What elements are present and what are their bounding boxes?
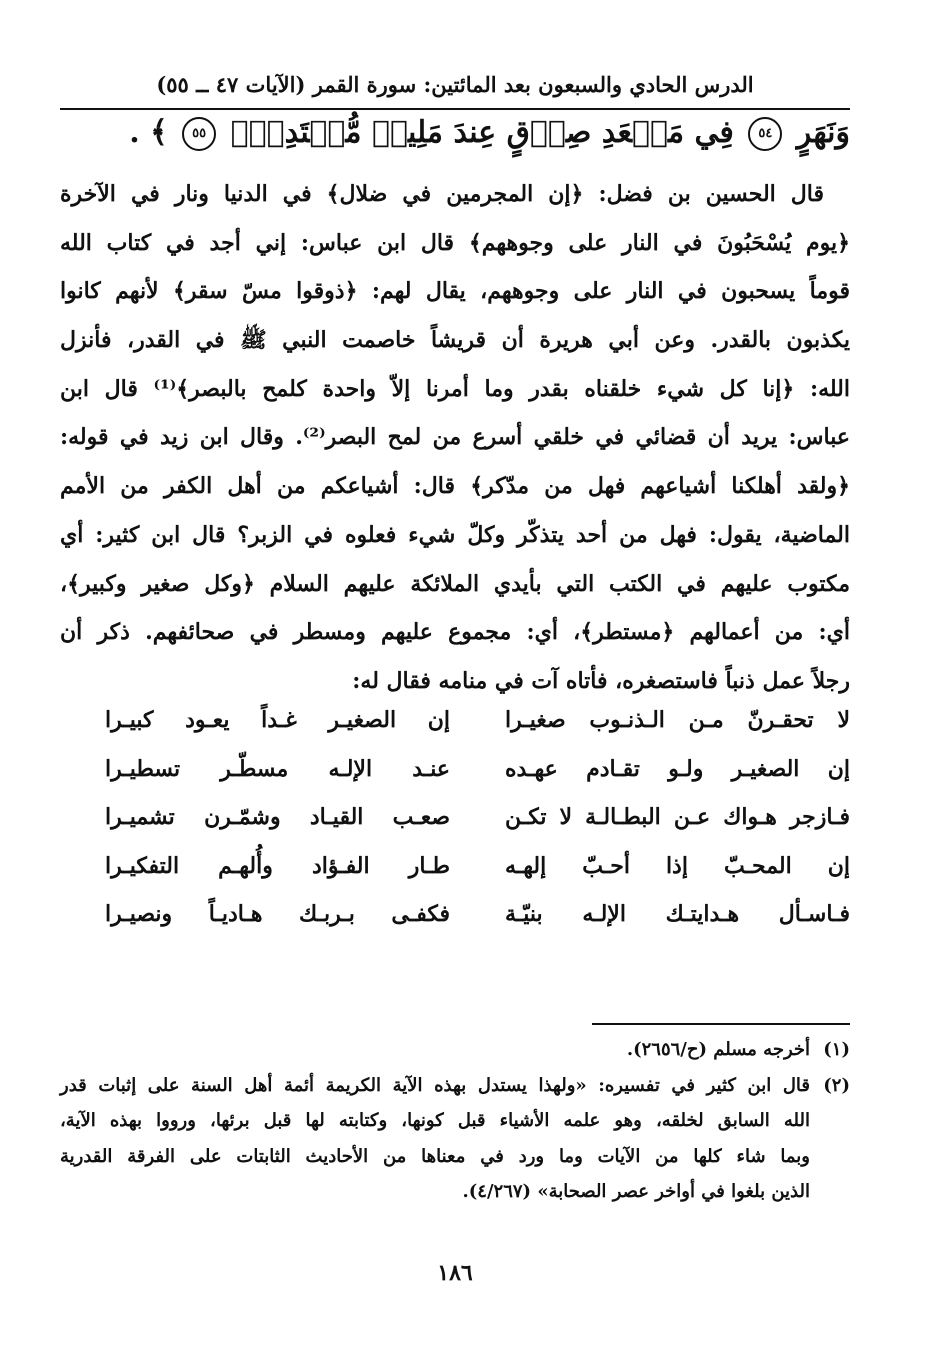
poem-verse [60, 795, 850, 844]
paragraph-line: أي: من أعمالهم ﴿مستطر﴾، أي: مجموع عليهم ومسطر في صحائفهم. ذكر أن [60, 619, 850, 646]
paragraph-line: قال الحسين بن فضل: ﴿إن المجرمين في ضلال﴾ في الدنيا ونار في الآخرة [60, 181, 824, 207]
paragraph-line: يكذبون بالقدر. وعن أبي هريرة أن قريشاً خاصمت النبي ﷺ في القدر، فأنزل [60, 327, 850, 354]
commentary-paragraph [60, 170, 850, 706]
verse-text-part1: وَنَهَرٍ [796, 115, 850, 150]
paragraph-line: رجلاً عمل ذنباً فاستصغره، فأتاه آت في منامه فقال له: [352, 667, 850, 694]
poem-first-hemistich: لا تحقـرنّ مـن الـذنـوب صغيـرا [505, 707, 850, 733]
paragraph-line: ﴿يوم يُسْحَبُونَ في النار على وجوههم﴾ قال ابن عباس: إني أجد في كتاب الله [60, 229, 850, 256]
poem-verse [60, 844, 850, 893]
poem-first-hemistich: إن الصغيـر ولـو تقـادم عهـده [505, 755, 850, 782]
footnote-text: الله السابق لخلقه، وهو علمه الأشياء قبل كونها، وكتابته لها قبل برئها، ورووا بهذه الآية، [60, 1110, 810, 1131]
footnote-marker: (٢) [823, 1074, 850, 1096]
poem-verse [60, 892, 850, 941]
verse-text-part2: فِي مَقۡعَدِ صِدۡقٍ عِندَ مَلِيكٖ مُّقۡتَدِرِۭ [230, 115, 734, 150]
book-page [60, 0, 850, 1364]
poem-second-hemistich: عنـد الإلـه مسطّـر تسطيـرا [105, 755, 450, 782]
poem-first-hemistich: فـاسـأل هـدايتـك الإلـه بنيّـة [505, 901, 850, 927]
poem-second-hemistich: إن الصغيـر غـداً يعـود كبيـرا [105, 707, 450, 733]
paragraph-line: عباس: يريد أن قضائي في خلقي أسرع من لمح البصر⁽²⁾. وقال ابن زيد في قوله: [60, 424, 850, 451]
footnote-separator [592, 1023, 850, 1025]
footnote-text: أخرجه مسلم (ح/٢٦٥٦). [626, 1039, 810, 1060]
paragraph-line: الماضية، يقول: فهل من أحد يتذكّر وكلّ شيء فعلوه في الزبر؟ قال ابن كثير: أي [60, 521, 850, 548]
page-number: ١٨٦ [437, 1260, 473, 1286]
footnote-2 [60, 1068, 850, 1104]
footnote-text: الذين بلغوا في أواخر عصر الصحابة» (٤/٢٦٧). [462, 1181, 810, 1202]
running-header: الدرس الحادي والسبعون بعد المائتين: سورة القمر (الآيات ٤٧ ــ ٥٥) [156, 72, 754, 97]
poem-first-hemistich: إن المحـبّ إذا أحـبّ إلهـه [505, 852, 850, 879]
poem-verse [60, 698, 850, 747]
header-rule [60, 108, 850, 110]
verse-number-marker: ٥٥ [182, 117, 216, 151]
poem-second-hemistich: صعـب القيـاد وشمّـرن تشميـرا [105, 804, 450, 830]
footnote-1 [60, 1032, 850, 1068]
poem-second-hemistich: طـار الفـؤاد وأُلهـم التفكيـرا [105, 852, 450, 879]
paragraph-line: ﴿ولقد أهلكنا أشياعهم فهل من مدّكر﴾ قال: أشياعكم من أهل الكفر من الأمم [60, 473, 850, 500]
footnotes [60, 1032, 850, 1210]
paragraph-line: قوماً يسحبون في النار على وجوههم، يقال لهم: ﴿ذوقوا مسّ سقر﴾ لأنهم كانوا [60, 278, 850, 305]
footnote-marker: (١) [823, 1039, 850, 1060]
poem [60, 698, 850, 941]
paragraph-line: الله: ﴿إنا كل شيء خلقناه بقدر وما أمرنا إلاّ واحدة كلمح بالبصر﴾⁽¹⁾ قال ابن [60, 375, 850, 402]
poem-first-hemistich: فـازجر هـواك عـن البطـالـة لا تكـن [505, 804, 850, 830]
quran-verse-line [60, 113, 850, 153]
verse-number-marker: ٥٤ [748, 117, 782, 151]
footnote-text: وبما شاء كلها من الآيات وما ورد في معناها من الأحاديث الثابتات على الفرقة القدرية [60, 1145, 810, 1167]
footnote-text: قال ابن كثير في تفسيره: «ولهذا يستدل بهذه الآية الكريمة أئمة أهل السنة على إثبات قدر [60, 1074, 810, 1096]
poem-verse [60, 747, 850, 796]
poem-second-hemistich: فكفـى بـربـك هـاديـاً ونصيـرا [105, 901, 450, 927]
verse-close: ﴾ . [129, 115, 168, 150]
paragraph-line: مكتوب عليهم في الكتب التي بأيدي الملائكة عليهم السلام ﴿وكل صغير وكبير﴾، [60, 570, 850, 597]
